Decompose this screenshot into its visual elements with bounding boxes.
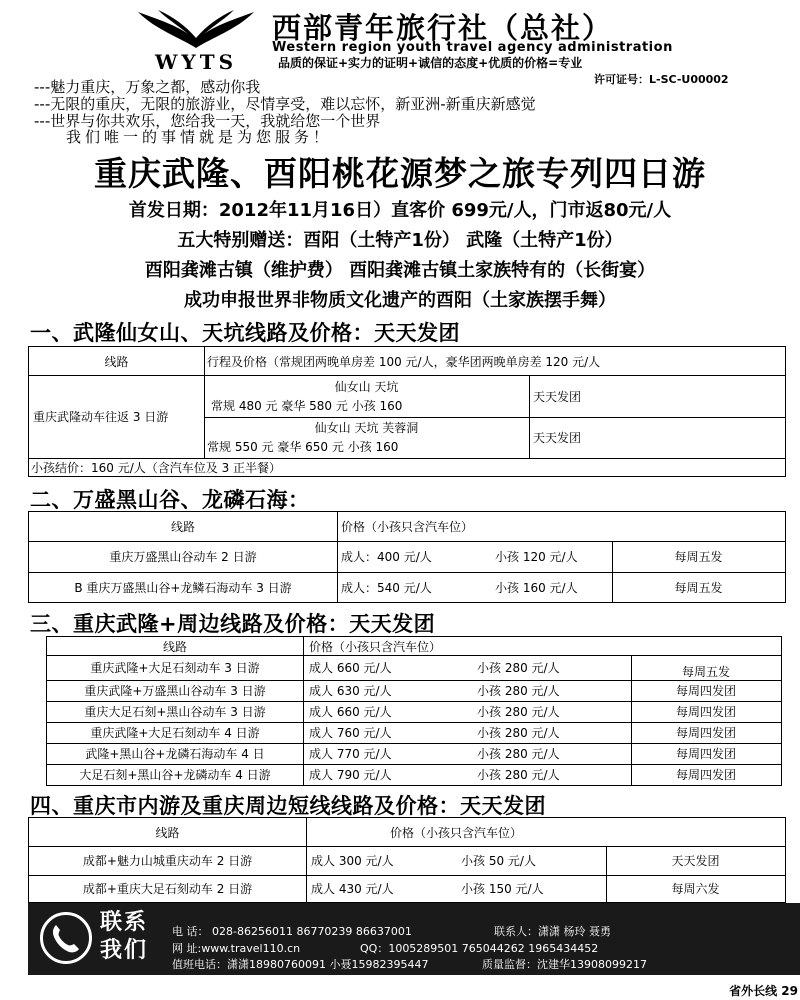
child-price: 小孩 280 元/人	[477, 768, 560, 782]
contact-title-line: 我们	[100, 938, 149, 963]
contact-footer	[28, 903, 800, 975]
child-price: 小孩 280 元/人	[477, 726, 560, 740]
section-heading: 三、重庆武隆+周边线路及价格：天天发团	[30, 612, 436, 636]
route-price: 常规 480 元 豪华 580 元 小孩 160	[211, 398, 403, 413]
adult-price: 成人 770 元/人	[309, 747, 392, 761]
adult-price: 成人 660 元/人	[309, 705, 392, 719]
subtitle-line: 五大特别赠送：酉阳（土特产1份） 武隆（土特产1份）	[177, 230, 623, 251]
child-price: 小孩 120 元/人	[495, 550, 578, 564]
subtitle-line: 成功申报世界非物质文化遗产的酉阳（土家族摆手舞）	[184, 290, 616, 311]
subtitle-line: 首发日期：2012年11月16日）直客价 699元/人，门市返80元/人	[128, 200, 672, 221]
departure-schedule: 每周六发	[671, 882, 720, 896]
column-header-price: 价格（小孩只含汽车位）	[389, 825, 522, 840]
child-price: 小孩 50 元/人	[461, 854, 536, 868]
adult-price: 成人：540 元/人	[341, 580, 432, 595]
departure-schedule: 天天发团	[533, 389, 582, 404]
adult-price: 成人 760 元/人	[309, 726, 392, 740]
departure-schedule: 每周四发团	[675, 684, 736, 698]
route-price: 常规 550 元 豪华 650 元 小孩 160	[207, 439, 399, 454]
section-heading: 一、武隆仙女山、天坑线路及价格：天天发团	[30, 321, 460, 345]
route-table-3	[46, 636, 782, 786]
column-header-route: 线路	[104, 354, 129, 369]
departure-schedule: 每周五发	[674, 550, 723, 564]
logo-text: WYTS	[154, 50, 238, 74]
phone-numbers: 电 话： 028-86256011 86770239 86637001	[172, 925, 412, 938]
departure-schedule: 天天发团	[533, 431, 582, 445]
route-name: 重庆武隆动车往返 3 日游	[33, 410, 169, 424]
child-price: 小孩 160 元/人	[495, 580, 578, 595]
route-name: 成都+魅力山城重庆动车 2 日游	[82, 854, 253, 868]
slogan-line: ---魅力重庆，万象之都，感动你我	[34, 78, 261, 96]
route-name: 成都+重庆大足石刻动车 2 日游	[82, 882, 253, 896]
duty-phone: 值班电话：潇潇18980760091 小聂15982395447	[172, 958, 429, 971]
page-title: 重庆武隆、酉阳桃花源梦之旅专列四日游	[94, 154, 706, 193]
subtitle-line: 酉阳龚滩古镇（维护费） 酉阳龚滩古镇土家族特有的（长街宴）	[144, 260, 656, 281]
column-header-route: 线路	[155, 825, 180, 840]
slogan-line: ---无限的重庆，无限的旅游业，尽情享受，难以忘怀，新亚洲-新重庆新感觉	[34, 95, 536, 113]
column-header-price: 行程及价格（常规团两晚单房差 100 元/人，豪华团两晚单房差 120 元/人	[207, 354, 601, 369]
section-heading: 四、重庆市内游及重庆周边短线线路及价格：天天发团	[30, 794, 546, 818]
child-price: 小孩 280 元/人	[477, 705, 560, 719]
wings-icon	[136, 8, 256, 52]
column-header-price: 价格（小孩只含汽车位）	[341, 520, 474, 534]
child-price: 小孩 280 元/人	[477, 684, 560, 698]
departure-schedule: 每周四发团	[675, 705, 736, 719]
route-sites: 仙女山 天坑 芙蓉洞	[314, 420, 419, 435]
agency-motto: 品质的保证+实力的证明+诚信的态度+优质的价格=专业	[278, 56, 583, 70]
departure-schedule: 每周五发	[681, 665, 730, 679]
route-name: 重庆大足石刻+黑山谷动车 3 日游	[84, 705, 266, 719]
route-table-2	[28, 511, 786, 603]
contact-persons: 联系人：潇潇 杨玲 聂勇	[494, 925, 611, 938]
route-table-4	[28, 817, 786, 903]
adult-price: 成人 660 元/人	[309, 661, 392, 675]
adult-price: 成人：400 元/人	[341, 550, 432, 564]
departure-schedule: 每周五发	[674, 580, 723, 595]
column-header-price: 价格（小孩只含汽车位）	[309, 639, 442, 654]
contact-title	[100, 909, 148, 965]
quality-supervision: 质量监督：沈建华13908099217	[482, 958, 647, 971]
agency-name-cn: 西部青年旅行社（总社）	[272, 11, 614, 45]
adult-price: 成人 790 元/人	[309, 768, 392, 782]
column-header-route: 线路	[162, 639, 187, 654]
agency-name-en: Western region youth travel agency administration	[272, 40, 673, 55]
agency-logo	[136, 8, 256, 72]
adult-price: 成人 430 元/人	[311, 882, 394, 896]
child-price: 小孩 150 元/人	[461, 882, 544, 896]
child-price: 小孩 280 元/人	[477, 747, 560, 761]
route-name: 武隆+黑山谷+龙磷石海动车 4 日	[85, 747, 265, 761]
section-heading: 二、万盛黑山谷、龙磷石海：	[30, 488, 310, 512]
departure-schedule: 每周四发团	[675, 726, 736, 740]
adult-price: 成人 300 元/人	[311, 854, 394, 868]
child-price: 小孩 280 元/人	[477, 661, 560, 675]
slogan-line: 我们唯一的事情就是为您服务！	[66, 128, 333, 146]
page-label: 省外长线 29	[729, 984, 798, 998]
departure-schedule: 每周四发团	[675, 768, 736, 782]
route-name: 重庆万盛黑山谷动车 2 日游	[109, 550, 257, 564]
route-sites: 仙女山 天坑	[334, 379, 399, 394]
qq-numbers: QQ：1005289501 765044262 1965434452	[360, 942, 599, 955]
route-name: 重庆武隆+大足石刻动车 4 日游	[90, 726, 260, 740]
route-name: B 重庆万盛黑山谷+龙鳞石海动车 3 日游	[74, 580, 292, 595]
contact-title-line: 联系	[100, 910, 149, 935]
license-number: 许可证号：L-SC-U00002	[594, 73, 729, 86]
phone-icon	[40, 912, 92, 964]
child-price-note: 小孩结价：160 元/人（含汽车位及 3 正半餐）	[31, 460, 282, 475]
column-header-route: 线路	[170, 520, 195, 534]
departure-schedule: 每周四发团	[675, 747, 736, 761]
slogan-line: ---世界与你共欢乐，您给我一天，我就给您一个世界	[34, 112, 381, 130]
route-name: 重庆武隆+大足石刻动车 3 日游	[90, 661, 260, 675]
route-name: 大足石刻+黑山谷+龙磷动车 4 日游	[79, 768, 271, 782]
route-name: 重庆武隆+万盛黑山谷动车 3 日游	[84, 684, 266, 698]
website[interactable]: 网 址:www.travel110.cn	[172, 942, 301, 955]
adult-price: 成人 630 元/人	[309, 684, 392, 698]
route-table-1	[28, 346, 786, 477]
departure-schedule: 天天发团	[671, 854, 720, 868]
